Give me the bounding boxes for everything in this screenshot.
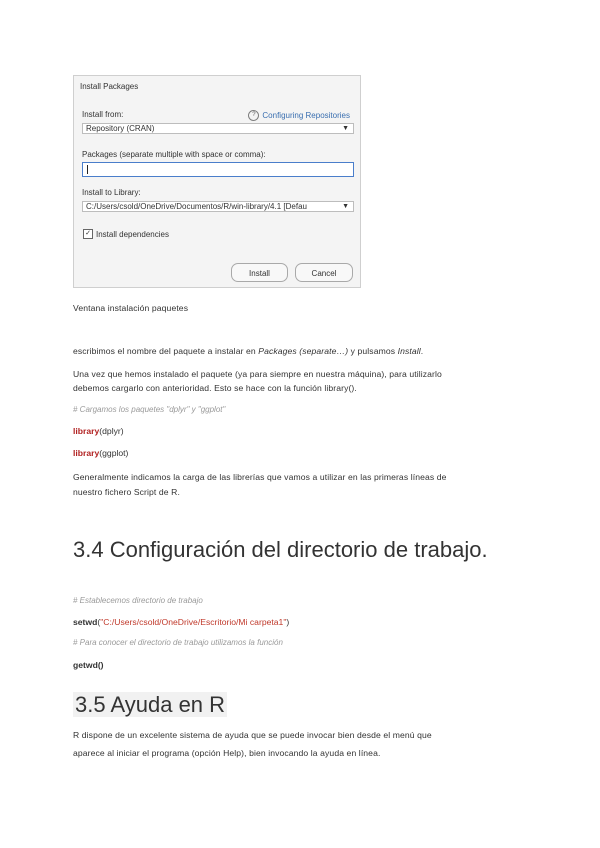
code-comment: # Para conocer el directorio de trabajo utilizamos la función [73,638,283,647]
install-from-value: Repository (CRAN) [86,124,155,133]
configuring-repositories-link[interactable] [248,110,350,121]
paragraph-line: nuestro fichero Script de R. [73,487,180,497]
cancel-button[interactable]: Cancel [295,263,353,282]
library-select[interactable] [82,201,354,212]
help-icon: ? [248,110,259,121]
packages-input[interactable] [82,162,354,177]
code-function: library [73,448,100,458]
code-string: "C:/Users/csold/OneDrive/Escritorio/Mi carpeta1" [100,617,287,627]
code-args: (dplyr) [99,426,124,436]
library-label: Install to Library: [82,188,141,197]
paragraph-line: Generalmente indicamos la carga de las librerías que vamos a utilizar en las primeras líneas de [73,472,447,482]
dropdown-arrow-icon: ▼ [342,203,349,210]
code-line [73,426,124,436]
text-span-italic: Install [397,346,421,356]
code-line [73,617,289,627]
code-function: library [73,426,100,436]
install-button[interactable]: Install [231,263,288,282]
dialog-title: Install Packages [80,82,139,91]
code-args: (ggplot) [99,448,129,458]
paragraph-line: R dispone de un excelente sistema de ayuda que se puede invocar bien desde el menú que [73,730,432,740]
heading-text: 3.5 Ayuda en R [75,692,226,717]
text-span: . [420,346,424,356]
code-comment: # Establecemos directorio de trabajo [73,596,203,605]
install-dependencies-label: Install dependencies [96,229,169,239]
dropdown-arrow-icon: ▼ [342,125,349,132]
paragraph-line: debemos cargarlo con anterioridad. Esto se hace con la función library(). [73,383,357,393]
paragraph [73,343,423,359]
section-heading [73,692,227,718]
checkmark-icon: ✓ [83,229,93,239]
code-line: getwd() [73,660,104,670]
code-line [73,448,128,458]
install-from-select[interactable] [82,123,354,134]
install-dependencies-checkbox[interactable] [83,229,169,239]
text-span: y pulsamos [348,346,398,356]
library-value: C:/Users/csold/OneDrive/Documentos/R/win-library/4.1 [Defau [86,202,307,211]
packages-label: Packages (separate multiple with space or comma): [82,150,266,159]
install-from-label: Install from: [82,110,124,119]
text-caret [87,165,88,174]
text-span: escribimos el nombre del paquete a instalar en [73,346,259,356]
code-comment: # Cargamos los paquetes "dplyr" y "ggplot" [73,405,226,414]
paragraph-line: Una vez que hemos instalado el paquete (ya para siempre en nuestra máquina), para utilizarlo [73,369,442,379]
figure-caption: Ventana instalación paquetes [73,303,189,313]
section-heading: 3.4 Configuración del directorio de trabajo. [73,537,488,562]
help-link-label: Configuring Repositories [262,111,350,120]
code-paren: ( [97,617,101,627]
install-packages-dialog [73,75,361,288]
text-span-italic: Packages (separate…) [258,346,349,356]
code-paren: ) [286,617,290,627]
code-function: setwd [73,617,98,627]
paragraph-line: aparece al iniciar el programa (opción Help), bien invocando la ayuda en línea. [73,748,381,758]
